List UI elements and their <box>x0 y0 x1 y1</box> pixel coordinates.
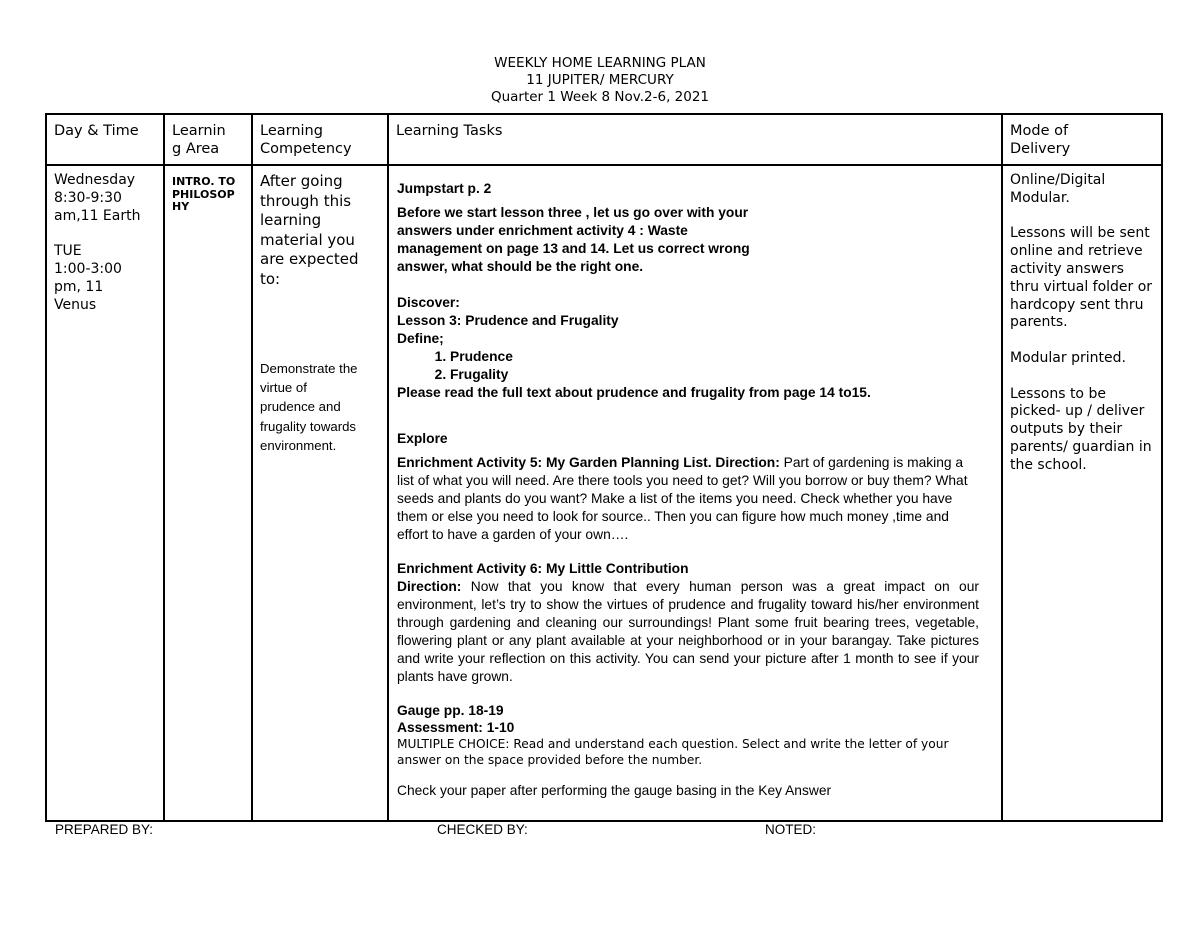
define-label: Define; <box>397 331 444 346</box>
define-list <box>397 348 979 384</box>
check-instruction: Check your paper after performing the gauge basing in the Key Answer <box>397 783 832 798</box>
learning-plan-table <box>45 113 1163 822</box>
activity-6-body: Direction: Now that you know that every human person was a great impact on our environment, let’s try to show the virtues of prudence and frugality toward his/her environment through gardening and cleaning our surroundings! Plant some fruit bearing trees, vegetable, flowering plant or any plant available at your neighborhood or in your barangay. Take pictures and write your reflection on this activity. You can send your picture after 1 month to see if your plants have grown. <box>397 579 979 684</box>
mode-of-delivery-cell: Online/Digital Modular. Lessons will be sent online and retrieve activity answers thru virtual folder or hardcopy sent thru parents. Modular printed. Lessons to be picked- up / deliver outputs by their parents/ guardian in the school. <box>1002 165 1162 821</box>
activity-5: Enrichment Activity 5: My Garden Planning List. Direction: Part of gardening is making a list of what you will need. Are there tools you need to get? Will you borrow or buy them? What seeds and plants do you want? Make a list of the items you need. Check whether you have them or else you need to look for source.. Then you can figure how much money ,time and effort to have a garden of your own…. <box>397 455 968 542</box>
col-learning-area: Learnin g Area <box>164 114 252 165</box>
gauge-heading: Gauge pp. 18-19 <box>397 703 504 718</box>
jumpstart-heading: Jumpstart p. 2 <box>397 181 492 196</box>
discover-heading: Discover: <box>397 295 460 310</box>
lesson-title: Lesson 3: Prudence and Frugality <box>397 313 619 328</box>
list-item: 2. Frugality <box>450 366 979 384</box>
table-header-row <box>46 114 1162 165</box>
activity-6-heading: Enrichment Activity 6: My Little Contribution <box>397 561 689 576</box>
prepared-by-label: PREPARED BY: <box>55 822 154 837</box>
learning-competency-cell: After going through this learning material you are expected to: Demonstrate the virtue of prudence and frugality towards environment. <box>252 165 388 821</box>
plan-title: WEEKLY HOME LEARNING PLAN <box>494 55 706 71</box>
learning-tasks-cell <box>388 165 1002 821</box>
learning-area-cell: INTRO. TO PHILOSOP HY <box>164 165 252 821</box>
col-mode-of-delivery: Mode of Delivery <box>1002 114 1162 165</box>
noted-label: NOTED: <box>765 822 817 837</box>
assessment-label: Assessment: 1-10 <box>397 720 515 735</box>
col-learning-competency: Learning Competency <box>252 114 388 165</box>
reading-instruction: Please read the full text about prudence and frugality from page 14 to15. <box>397 385 871 400</box>
document-header <box>0 55 1200 106</box>
list-item: 1. Prudence <box>450 348 979 366</box>
checked-by-label: CHECKED BY: <box>437 822 528 837</box>
quarter-week: Quarter 1 Week 8 Nov.2-6, 2021 <box>490 89 710 105</box>
competency-objective: Demonstrate the virtue of prudence and frugality towards environment. <box>260 361 358 453</box>
jumpstart-instructions: Before we start lesson three , let us go over with your answers under enrichment activity 4 : Waste management on page 13 and 14. Let us correct wrong answer, what should be the right one. <box>397 205 750 274</box>
multiple-choice-instruction: MULTIPLE CHOICE: Read and understand each question. Select and write the letter of your answer on the space provided before the number. <box>397 737 949 767</box>
day-time-cell: Wednesday 8:30-9:30 am,11 Earth TUE 1:00-3:00 pm, 11 Venus <box>46 165 164 821</box>
section-name: 11 JUPITER/ MERCURY <box>526 72 674 88</box>
col-learning-tasks: Learning Tasks <box>388 114 1002 165</box>
table-row <box>46 165 1162 821</box>
explore-heading: Explore <box>397 431 448 446</box>
col-day-time: Day & Time <box>46 114 164 165</box>
